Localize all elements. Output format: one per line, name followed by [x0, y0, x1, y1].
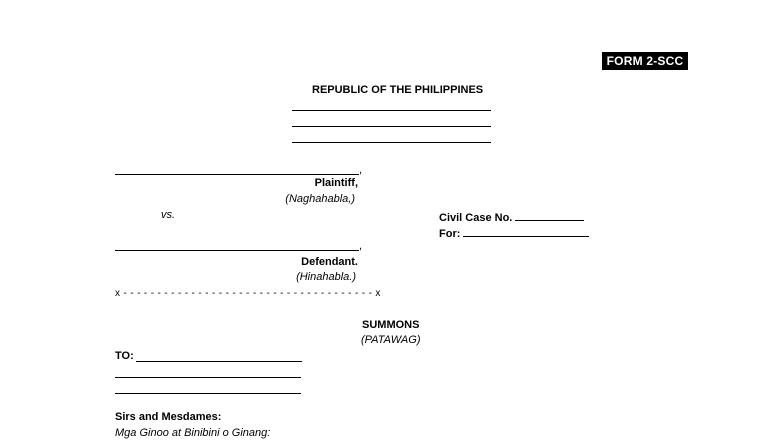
civil-case-number-field[interactable] [515, 209, 584, 221]
summons-title: SUMMONS [362, 319, 420, 331]
salutation-english: Sirs and Mesdames: [115, 411, 222, 423]
plaintiff-comma: , [359, 164, 363, 176]
salutation-filipino: Mga Ginoo at Binibini o Ginang: [115, 427, 271, 439]
defendant-label: Defendant. [301, 256, 358, 268]
summons-translation: (PATAWAG) [361, 334, 421, 346]
defendant-comma: , [359, 240, 363, 252]
to-label: TO: [115, 350, 134, 362]
caption-separator: x - - - - - - - - - - - - - - - - - - - - - - - - - - - - - - - - - - - - - x [115, 288, 381, 299]
versus-label: vs. [161, 209, 176, 221]
defendant-translation: (Hinahabla.) [296, 271, 356, 283]
civil-case-label: Civil Case No. [439, 212, 513, 224]
republic-header: REPUBLIC OF THE PHILIPPINES [312, 84, 484, 96]
addressee-line-2[interactable] [115, 377, 301, 378]
addressee-line-1[interactable] [136, 361, 302, 362]
for-label: For: [439, 228, 461, 240]
plaintiff-name-line[interactable] [115, 174, 359, 175]
court-name-line-3[interactable] [292, 142, 491, 143]
defendant-name-line[interactable] [115, 250, 359, 251]
court-name-line-1[interactable] [292, 110, 491, 111]
civil-case-row [439, 209, 584, 225]
form-number-badge: FORM 2-SCC [602, 52, 688, 70]
addressee-line-3[interactable] [115, 393, 301, 394]
case-nature-field[interactable] [463, 225, 589, 237]
for-row [439, 225, 589, 241]
plaintiff-label: Plaintiff, [314, 177, 358, 189]
court-name-line-2[interactable] [292, 126, 491, 127]
plaintiff-translation: (Naghahabla,) [285, 193, 355, 205]
